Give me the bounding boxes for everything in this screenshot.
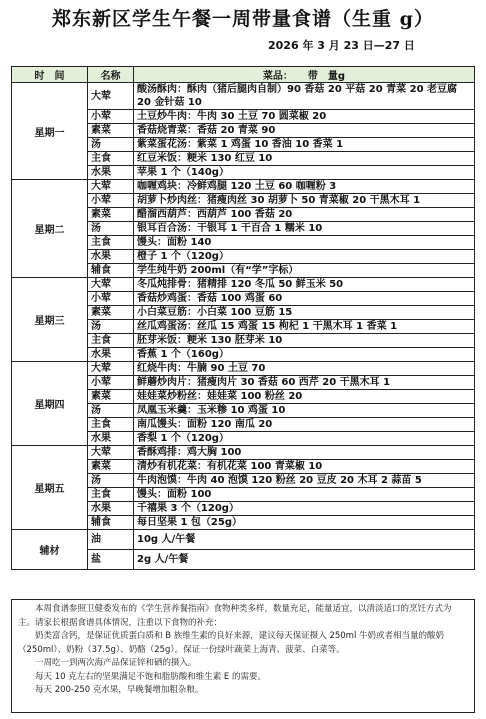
dish-description: 银耳百合汤：干银耳 1 干百合 1 糯米 10 [134, 222, 475, 236]
aux-oil-row [12, 530, 475, 550]
dish-description: 学生纯牛奶 200ml（有“学”字标） [134, 264, 475, 278]
menu-row [12, 83, 475, 110]
header-time: 时 间 [12, 67, 88, 83]
dish-category: 汤 [88, 138, 134, 152]
menu-body [12, 83, 475, 530]
dish-description: 橙子 1 个（120g） [134, 250, 475, 264]
dish-category: 大荤 [88, 278, 134, 292]
dish-description: 南瓜馒头：面粉 120 南瓜 20 [134, 418, 475, 432]
dish-description: 牛肉泡馍：牛肉 40 泡馍 120 粉丝 20 豆皮 20 木耳 2 蒜苗 5 [134, 474, 475, 488]
day-label: 星期一 [12, 83, 88, 180]
dish-description: 红烧牛肉：牛腩 90 土豆 70 [134, 362, 475, 376]
dish-description: 小白菜豆筋：小白菜 100 豆筋 15 [134, 306, 475, 320]
day-label: 星期四 [12, 362, 88, 446]
dish-description: 胚芽米饭：粳米 130 胚芽米 10 [134, 334, 475, 348]
menu-row [12, 180, 475, 194]
dish-category: 水果 [88, 348, 134, 362]
auxiliary-section [12, 530, 475, 570]
dish-category: 水果 [88, 250, 134, 264]
dish-description: 香菇炒鸡蛋：香菇 100 鸡蛋 60 [134, 292, 475, 306]
dish-category: 大荤 [88, 180, 134, 194]
page-title: 郑东新区学生午餐一周带量食谱（生重 g） [52, 8, 434, 30]
dish-category: 主食 [88, 418, 134, 432]
menu-row [12, 362, 475, 376]
dish-category: 主食 [88, 236, 134, 250]
dish-description: 馒头：面粉 100 [134, 488, 475, 502]
aux-label: 辅材 [12, 530, 88, 570]
menu-row [12, 278, 475, 292]
dish-category: 汤 [88, 222, 134, 236]
dish-description: 香梨 1 个（120g） [134, 432, 475, 446]
dish-category: 汤 [88, 320, 134, 334]
table-header-row [12, 67, 475, 83]
aux-oil-label: 油 [88, 530, 134, 550]
dish-description: 娃娃菜炒粉丝：娃娃菜 100 粉丝 20 [134, 390, 475, 404]
note-paragraph: 一周吃一到两次海产品保证锌和硒的摄入。 [35, 658, 197, 668]
day-label: 星期三 [12, 278, 88, 362]
dish-category: 辅食 [88, 516, 134, 530]
note-paragraph: 奶类富含钙，是保证优质蛋白质和 B 族维生素的良好来源，建议每天保证摄入 250ml 牛奶或者相当量的酸奶（250ml）、奶粉（37.5g）、奶酪（25g）。保证一份绿叶蔬菜上海青、菠菜、白菜等。 [18, 631, 445, 655]
dish-category: 辅食 [88, 264, 134, 278]
weekly-menu-table [11, 66, 475, 570]
dish-description: 苹果 1 个（140g） [134, 166, 475, 180]
dish-description: 红豆米饭：粳米 130 红豆 10 [134, 152, 475, 166]
aux-oil-value: 10g 人/午餐 [134, 530, 475, 550]
dish-description: 每日坚果 1 包（25g） [134, 516, 475, 530]
dish-description: 醋溜西葫芦：西葫芦 100 香菇 20 [134, 208, 475, 222]
note-paragraph: 本周食谱参照卫健委发布的《学生营养餐指南》食物种类多样，数量充足，能量适宜，以清淡适口的烹饪方式为主。请家长根据食谱具体情况，注重以下食物的补充： [18, 604, 452, 628]
dish-category: 素菜 [88, 124, 134, 138]
dish-category: 大荤 [88, 83, 134, 110]
dish-category: 大荤 [88, 446, 134, 460]
dish-description: 丝瓜鸡蛋汤：丝瓜 15 鸡蛋 15 枸杞 1 干黑木耳 1 香菜 1 [134, 320, 475, 334]
dish-category: 汤 [88, 474, 134, 488]
note-paragraph: 每天 10 克左右的坚果满足不饱和脂肪酸和维生素 E 的需要。 [35, 671, 266, 682]
dish-category: 大荤 [88, 362, 134, 376]
aux-salt-value: 2g 人/午餐 [134, 550, 475, 570]
dish-category: 小荤 [88, 292, 134, 306]
dish-description: 胡萝卜炒肉丝：猪瘦肉丝 30 胡萝卜 50 青菜椒 20 干黑木耳 1 [134, 194, 475, 208]
menu-date-range: 2026 年 3 月 23 日—27 日 [268, 39, 415, 52]
note-paragraph: 每天 200-250 克水果，早晚餐增加粗杂粮。 [35, 685, 204, 695]
aux-salt-label: 盐 [88, 550, 134, 570]
dish-description: 酸汤酥肉：酥肉（猪后腿肉自制）90 香菇 20 平菇 20 青菜 20 老豆腐 20 金针菇 10 [134, 83, 475, 110]
dish-description: 香酥鸡排：鸡大胸 100 [134, 446, 475, 460]
dish-description: 咖喱鸡块：冷鲜鸡腿 120 土豆 60 咖喱粉 3 [134, 180, 475, 194]
dish-description: 凤凰玉米羹：玉米糁 10 鸡蛋 10 [134, 404, 475, 418]
dish-category: 素菜 [88, 208, 134, 222]
day-label: 星期二 [12, 180, 88, 278]
nutrition-notes [11, 599, 475, 713]
dish-category: 小荤 [88, 194, 134, 208]
dish-category: 水果 [88, 432, 134, 446]
dish-category: 主食 [88, 334, 134, 348]
header-dish: 菜品： 带 量g [134, 67, 475, 83]
day-label: 星期五 [12, 446, 88, 530]
dish-category: 主食 [88, 152, 134, 166]
dish-description: 香菇烧青菜：香菇 20 青菜 90 [134, 124, 475, 138]
dish-category: 小荤 [88, 376, 134, 390]
dish-description: 土豆炒牛肉：牛肉 30 土豆 70 圆菜椒 20 [134, 110, 475, 124]
dish-category: 素菜 [88, 306, 134, 320]
dish-description: 香蕉 1 个（160g） [134, 348, 475, 362]
dish-description: 冬瓜炖排骨：猪精排 120 冬瓜 50 鲜玉米 50 [134, 278, 475, 292]
dish-description: 千禧果 3 个（120g） [134, 502, 475, 516]
dish-category: 小荤 [88, 110, 134, 124]
header-category: 名称 [88, 67, 134, 83]
menu-row [12, 446, 475, 460]
dish-category: 水果 [88, 166, 134, 180]
dish-description: 清炒有机花菜：有机花菜 100 青菜椒 10 [134, 460, 475, 474]
dish-category: 素菜 [88, 390, 134, 404]
dish-description: 鲜蘑炒肉片：猪瘦肉片 30 香菇 60 西芹 20 干黑木耳 1 [134, 376, 475, 390]
dish-category: 素菜 [88, 460, 134, 474]
dish-category: 汤 [88, 404, 134, 418]
dish-description: 紫菜蛋花汤：紫菜 1 鸡蛋 10 香油 10 香菜 1 [134, 138, 475, 152]
dish-category: 水果 [88, 502, 134, 516]
dish-description: 馒头：面粉 140 [134, 236, 475, 250]
dish-category: 主食 [88, 488, 134, 502]
